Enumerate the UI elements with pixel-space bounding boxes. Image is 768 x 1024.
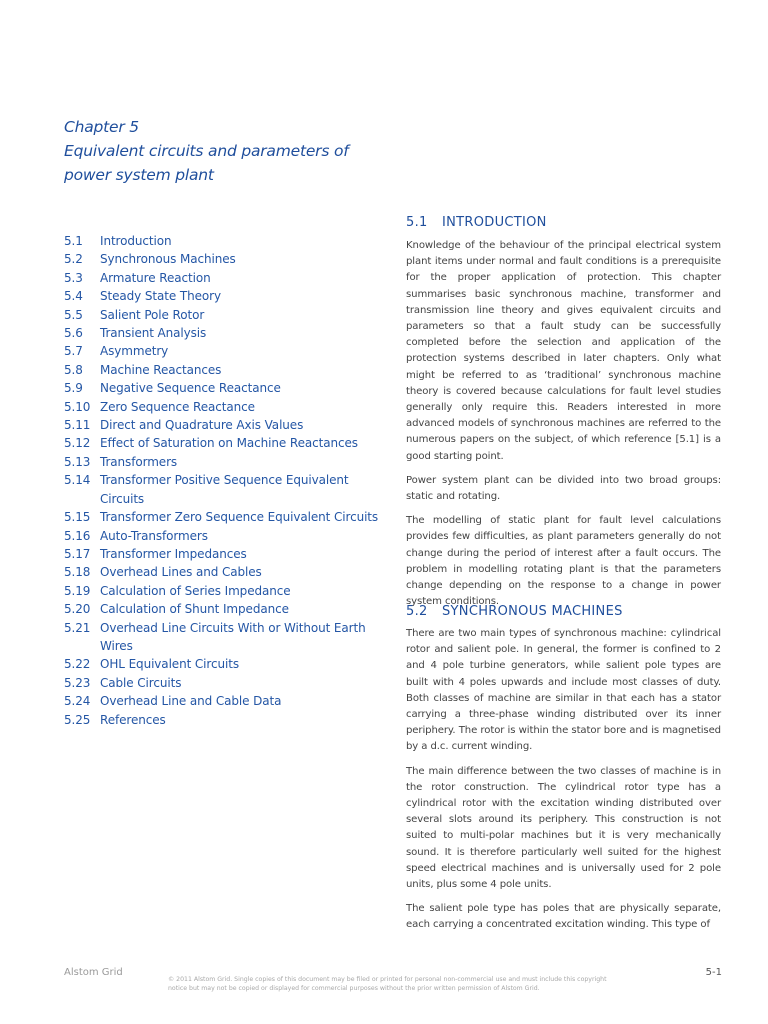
- chapter-heading: [64, 115, 394, 187]
- toc-item-label: References: [100, 712, 166, 727]
- chapter-label: Chapter 5: [64, 118, 139, 136]
- toc-item-number: 5.21: [64, 620, 91, 635]
- toc-item[interactable]: [64, 232, 384, 250]
- toc-item[interactable]: [64, 287, 384, 305]
- toc-item[interactable]: [64, 342, 384, 360]
- toc-item-label: Calculation of Shunt Impedance: [100, 602, 289, 617]
- toc-item-number: 5.22: [64, 657, 91, 672]
- section-synchronous-machines: [406, 603, 721, 942]
- toc-item-label: Zero Sequence Reactance: [100, 399, 255, 414]
- toc-item-number: 5.13: [64, 454, 91, 469]
- toc-item[interactable]: [64, 453, 384, 471]
- toc-item-number: 5.19: [64, 583, 91, 598]
- toc-item[interactable]: [64, 582, 384, 600]
- toc-item-label: Machine Reactances: [100, 362, 222, 377]
- paragraph: The salient pole type has poles that are physically separate, each carrying a concentrated excitation winding. This type of: [406, 903, 721, 931]
- section-number: 5.1: [406, 215, 428, 230]
- toc-item-label: Synchronous Machines: [100, 252, 236, 267]
- toc-item[interactable]: [64, 434, 384, 452]
- page-number: 5-1: [705, 967, 722, 978]
- toc-item-label: Overhead Lines and Cables: [100, 565, 262, 580]
- toc-item-label: Cable Circuits: [100, 675, 182, 690]
- toc-item[interactable]: [64, 379, 384, 397]
- paragraph: The main difference between the two classes of machine is in the rotor construction. The cylindrical rotor type has a cylindrical rotor with the excitation winding distributed over several slots around its periphery. This construction is not suited to multi-polar machines but it is very mechanically sound. It is therefore particularly well suited for the highest speed electrical machines and is universally used for 2 pole units, plus some 4 pole units.: [406, 765, 721, 891]
- chapter-title-line-1: Equivalent circuits and parameters of: [64, 142, 349, 160]
- footer-brand: Alstom Grid: [64, 967, 123, 978]
- section-number: 5.2: [406, 604, 428, 619]
- section-title: SYNCHRONOUS MACHINES: [442, 604, 623, 619]
- footer-copyright: © 2011 Alstom Grid. Single copies of this document may be filed or printed for personal non-commercial use and must include this copyright notice but may not be copied or displayed for commercial purposes without the prior written permission of Alstom Grid.: [168, 976, 607, 992]
- toc-item[interactable]: [64, 306, 384, 324]
- toc-item-number: 5.24: [64, 694, 91, 709]
- section-heading: [406, 214, 721, 232]
- toc-item-label: Transformer Positive Sequence Equivalent Circuits: [100, 473, 349, 506]
- toc-item-number: 5.6: [64, 326, 83, 341]
- toc-item[interactable]: [64, 563, 384, 581]
- toc-item-number: 5.15: [64, 510, 91, 525]
- toc-item-number: 5.14: [64, 473, 91, 488]
- toc-item-label: Transient Analysis: [100, 326, 207, 341]
- toc-item-label: Introduction: [100, 234, 172, 248]
- paragraph: Power system plant can be divided into two broad groups: static and rotating.: [406, 474, 721, 503]
- toc-item-label: Negative Sequence Reactance: [100, 381, 281, 396]
- toc-item[interactable]: [64, 545, 384, 563]
- section-introduction: [406, 214, 721, 618]
- toc-item-label: Overhead Line and Cable Data: [100, 694, 282, 709]
- toc-item-label: Effect of Saturation on Machine Reactances: [100, 436, 358, 451]
- toc-item-number: 5.9: [64, 381, 83, 396]
- toc-item-label: Transformers: [100, 454, 178, 469]
- toc-item[interactable]: [64, 674, 384, 692]
- toc-item-label: Direct and Quadrature Axis Values: [100, 418, 304, 433]
- toc-item[interactable]: [64, 416, 384, 434]
- section-title: INTRODUCTION: [442, 215, 547, 230]
- toc-item-label: Asymmetry: [100, 344, 169, 359]
- toc-item-number: 5.5: [64, 307, 83, 322]
- toc-item[interactable]: [64, 619, 384, 656]
- toc-item-label: Salient Pole Rotor: [100, 307, 205, 322]
- toc-item-label: Armature Reaction: [100, 270, 211, 285]
- paragraph: Knowledge of the behaviour of the principal electrical system plant items under normal and fault conditions is a prerequisite for the proper application of protection. This chapter summarises basic synchronous machine, transformer and transmission line theory and gives equivalent circuits and parameters so that a fault study can be successfully completed before the selection and application of the protection systems described in later chapters. Only what might be referred to as ‘traditional’ synchronous machine theory is covered because calculations for fault level studies generally only require this. Readers interested in more advanced models of synchronous machines are referred to the numerous papers on the subject, of which reference [5.1] is a good starting point.: [406, 240, 721, 462]
- toc-item-number: 5.8: [64, 362, 83, 377]
- toc-item-label: Overhead Line Circuits With or Without Earth Wires: [100, 620, 366, 653]
- toc-item-label: OHL Equivalent Circuits: [100, 657, 239, 672]
- toc-item-label: Steady State Theory: [100, 289, 221, 304]
- toc-item[interactable]: [64, 527, 384, 545]
- toc-item-number: 5.10: [64, 399, 91, 414]
- chapter-title-line-2: power system plant: [64, 166, 214, 184]
- toc-item-number: 5.3: [64, 270, 83, 285]
- toc-item-number: 5.2: [64, 252, 83, 267]
- toc-item[interactable]: [64, 711, 384, 729]
- toc-item-label: Transformer Zero Sequence Equivalent Circuits: [100, 510, 379, 525]
- toc-item-label: Auto-Transformers: [100, 528, 208, 543]
- toc-item-number: 5.7: [64, 344, 83, 359]
- toc-item[interactable]: [64, 471, 384, 508]
- toc-item[interactable]: [64, 398, 384, 416]
- toc-item-number: 5.12: [64, 436, 91, 451]
- section-heading: [406, 603, 721, 621]
- toc-item-number: 5.17: [64, 546, 91, 561]
- toc-item[interactable]: [64, 250, 384, 268]
- toc-item-label: Calculation of Series Impedance: [100, 583, 291, 598]
- toc-item-number: 5.16: [64, 528, 91, 543]
- toc-item[interactable]: [64, 692, 384, 710]
- table-of-contents: [64, 232, 384, 729]
- toc-item[interactable]: [64, 324, 384, 342]
- toc-item-number: 5.20: [64, 602, 91, 617]
- toc-item[interactable]: [64, 508, 384, 526]
- toc-item-number: 5.25: [64, 712, 91, 727]
- toc-item-number: 5.4: [64, 289, 83, 304]
- paragraph: There are two main types of synchronous machine: cylindrical rotor and salient pole. In general, the former is confined to 2 and 4 pole turbine generators, while salient pole types are built with 4 poles upwards and include most classes of duty. Both classes of machine are similar in that each has a stator carrying a three-phase winding distributed over its inner periphery. The rotor is within the stator bore and is magnetised by a d.c. current winding.: [406, 628, 721, 753]
- toc-item-number: 5.11: [64, 418, 91, 433]
- toc-item-number: 5.23: [64, 675, 91, 690]
- paragraph: The modelling of static plant for fault level calculations provides few difficulties, as plant parameters generally do not change during the period of interest after a fault occurs. The problem in modelling rotating plant is that the parameters change depending on the response to a change in power system conditions.: [406, 515, 721, 608]
- toc-item[interactable]: [64, 655, 384, 673]
- toc-item[interactable]: [64, 361, 384, 379]
- toc-item-label: Transformer Impedances: [100, 546, 247, 561]
- toc-item[interactable]: [64, 269, 384, 287]
- toc-item[interactable]: [64, 600, 384, 618]
- toc-item-number: 5.1: [64, 234, 83, 248]
- toc-item-number: 5.18: [64, 565, 91, 580]
